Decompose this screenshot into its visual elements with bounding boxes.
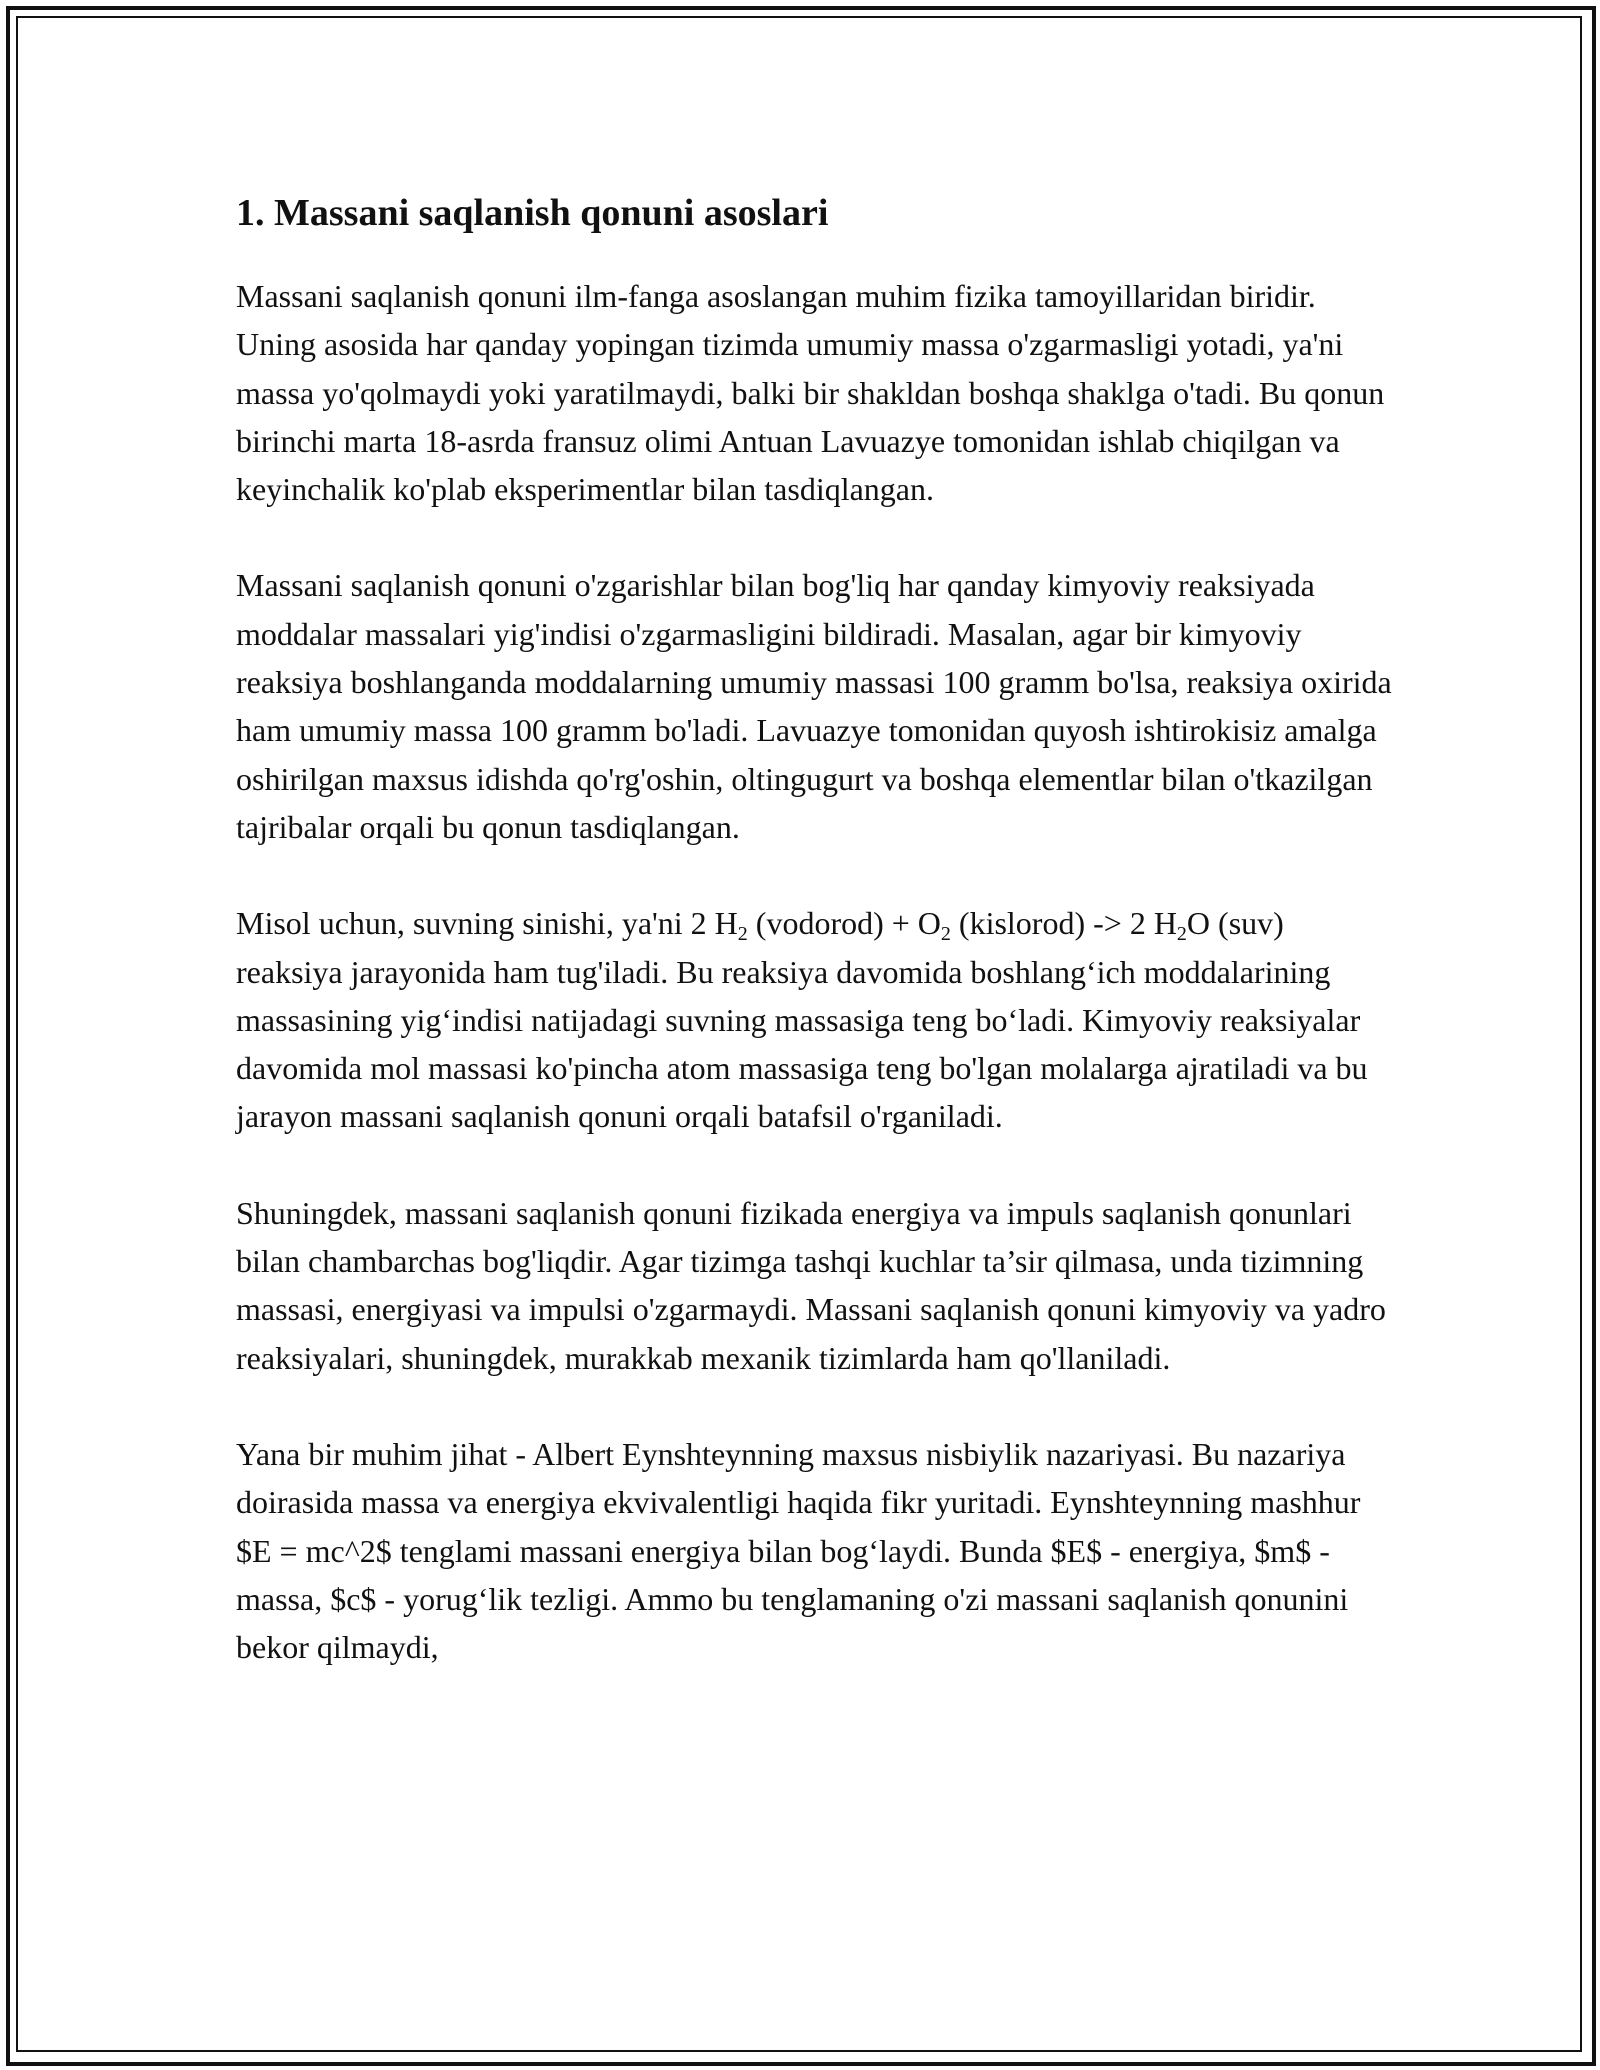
- equation-text-3: (kislorod) -> 2 H: [950, 905, 1177, 942]
- section-heading: 1. Massani saqlanish qonuni asoslari: [236, 192, 829, 234]
- subscript-h2o: 2: [1176, 923, 1187, 946]
- paragraph-1: Massani saqlanish qonuni ilm-fanga asoslangan muhim fizika tamoyillaridan biridir. Uning asosida har qanday yopingan tizimda umumiy massa o'zgarmasligi yotadi, ya'ni massa yo'qolmaydi yoki yaratilmaydi, balki bir shakldan boshqa shaklga o'tadi. Bu qonun birinchi marta 18-asrda fransuz olimi Antuan Lavuazye tomonidan ishlab chiqilgan va keyinchalik ko'plab eksperimentlar bilan tasdiqlangan.: [236, 278, 1385, 508]
- paragraph-2: Massani saqlanish qonuni o'zgarishlar bilan bog'liq har qanday kimyoviy reaksiyada moddalar massalari yig'indisi o'zgarmasligini bildiradi. Masalan, agar bir kimyoviy reaksiya boshlanganda moddalarning umumiy massasi 100 gramm bo'lsa, reaksiya oxirida ham umumiy massa 100 gramm bo'ladi. Lavuazye tomonidan quyosh ishtirokisiz amalga oshirilgan maxsus idishda qo'rg'oshin, oltingugurt va boshqa elementlar bilan o'tkazilgan tajribalar orqali bu qonun tasdiqlangan.: [236, 567, 1392, 845]
- subscript-o2: 2: [940, 923, 951, 946]
- paragraph-4: Shuningdek, massani saqlanish qonuni fizikada energiya va impuls saqlanish qonunlari bilan chambarchas bog'liqdir. Agar tizimga tashqi kuchlar ta’sir qilmasa, unda tizimning massasi, energiyasi va impulsi o'zgarmaydi. Massani saqlanish qonuni kimyoviy va yadro reaksiyalari, shuningdek, murakkab mexanik tizimlarda ham qo'llaniladi.: [236, 1194, 1386, 1376]
- equation-text-2: (vodorod) + O: [747, 905, 941, 942]
- equation-text-4: O (suv) reaksiya jarayonida ham tug'iladi. Bu reaksiya davomida boshlang‘ich moddalarining massasining yig‘indisi natijadagi suvning massasiga teng bo‘ladi. Kimyoviy reaksiyalar davomida mol massasi ko'pincha atom massasiga teng bo'lgan molalarga ajratiladi va bu jarayon massani saqlanish qonuni orqali batafsil o'rganiladi.: [236, 905, 1368, 1135]
- paragraph-3-equation: [236, 899, 1396, 1140]
- subscript-h2-first: 2: [737, 923, 748, 946]
- paragraph-5: Yana bir muhim jihat - Albert Eynshteynning maxsus nisbiylik nazariyasi. Bu nazariya doirasida massa va energiya ekvivalentligi haqida fikr yuritadi. Eynshteynning mashhur $E = mc^2$ tenglami massani energiya bilan bog‘laydi. Bunda $E$ - energiya, $m$ - massa, $c$ - yorug‘lik tezligi. Ammo bu tenglamaning o'zi massani saqlanish qonunini bekor qilmaydi,: [236, 1435, 1361, 1666]
- document-body: [236, 186, 1396, 1719]
- equation-text-1: Misol uchun, suvning sinishi, ya'ni 2 H: [236, 905, 738, 942]
